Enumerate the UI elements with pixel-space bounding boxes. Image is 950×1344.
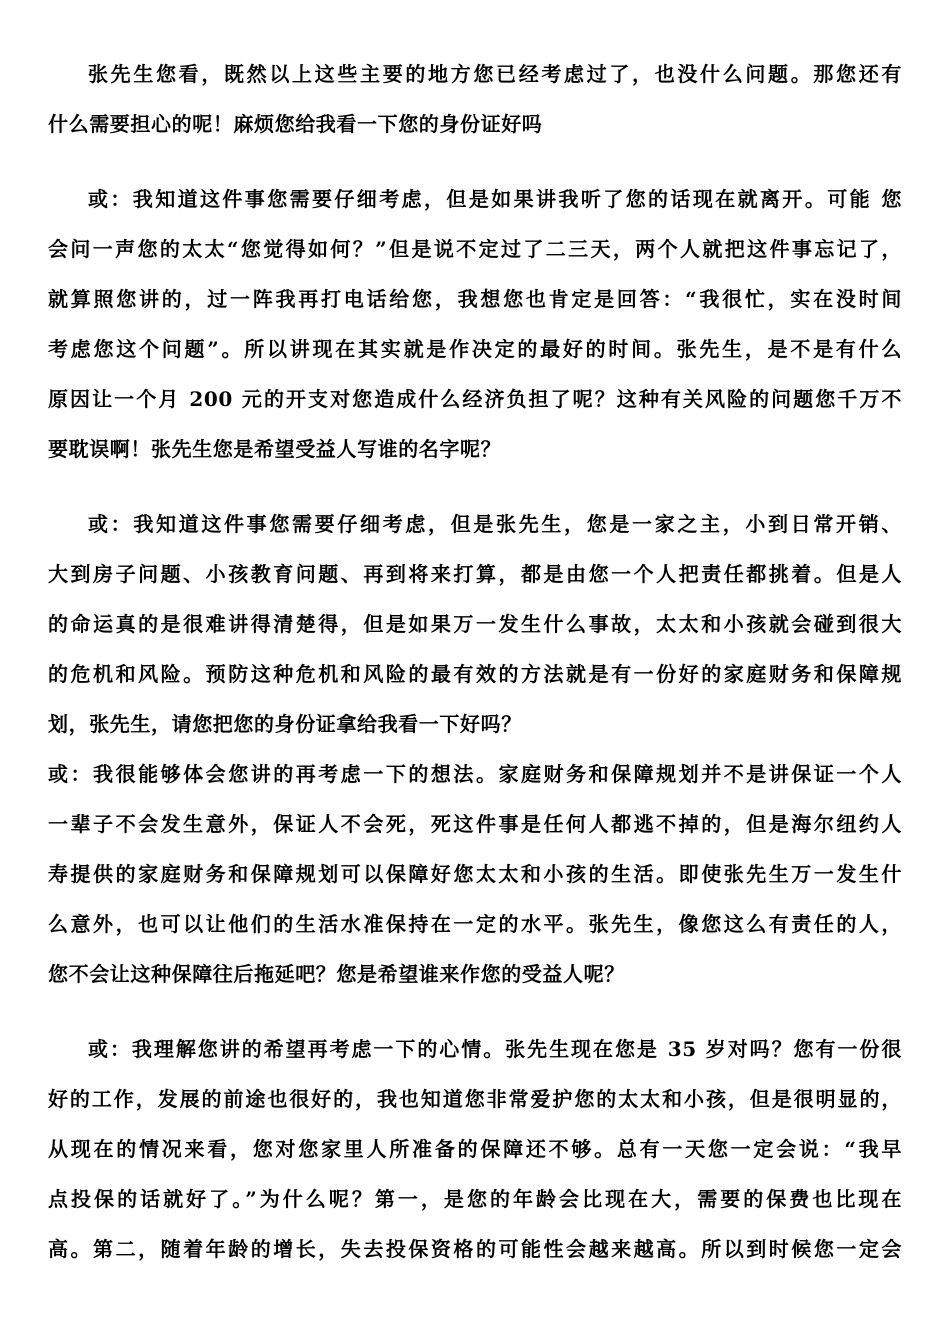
paragraph-3-line-1: 或：我知道这件事您需要仔细考虑，但是张先生，您是一家之主，小到日常开销、	[88, 512, 902, 536]
paragraph-4-line-3: 寿提供的家庭财务和保障规划可以保障好您太太和小孩的生活。即使张先生万一发生什	[48, 862, 902, 886]
paragraph-2-line-5: 原因让一个月 200 元的开支对您造成什么经济负担了呢？这种有关风险的问题您千万不	[48, 387, 902, 411]
paragraph-1-line-2: 什么需要担心的呢！麻烦您给我看一下您的身份证好吗	[48, 112, 543, 136]
paragraph-4-line-5: 您不会让这种保障往后拖延吧？您是希望谁来作您的受益人呢？	[48, 962, 625, 986]
paragraph-2-line-1: 或：我知道这件事您需要仔细考虑，但是如果讲我听了您的话现在就离开。可能 您	[88, 187, 902, 211]
paragraph-5-line-2: 好的工作，发展的前途也很好的，我也知道您非常爱护您的太太和小孩，但是很明显的，	[48, 1087, 902, 1111]
paragraph-5-line-3: 从现在的情况来看，您对您家里人所准备的保障还不够。总有一天您一定会说：“我早	[48, 1137, 902, 1161]
paragraph-2-line-2: 会问一声您的太太“您觉得如何？”但是说不定过了二三天，两个人就把这件事忘记了，	[48, 237, 902, 261]
paragraph-2-line-4: 考虑您这个问题”。所以讲现在其实就是作决定的最好的时间。张先生，是不是有什么	[48, 337, 902, 361]
paragraph-4-line-2: 一辈子不会发生意外，保证人不会死，死这件事是任何人都逃不掉的，但是海尔纽约人	[48, 812, 902, 836]
paragraph-4-line-1: 或：我很能够体会您讲的再考虑一下的想法。家庭财务和保障规划并不是讲保证一个人	[48, 762, 902, 786]
paragraph-1-line-1: 张先生您看，既然以上这些主要的地方您已经考虑过了，也没什么问题。那您还有	[88, 62, 902, 86]
paragraph-5-line-4: 点投保的话就好了。”为什么呢？第一，是您的年龄会比现在大，需要的保费也比现在	[48, 1187, 902, 1211]
paragraph-4-line-4: 么意外，也可以让他们的生活水准保持在一定的水平。张先生，像您这么有责任的人，	[48, 912, 902, 936]
paragraph-2-line-6: 要耽误啊！张先生您是希望受益人写谁的名字呢？	[48, 437, 502, 461]
paragraph-5-line-5: 高。第二，随着年龄的增长，失去投保资格的可能性会越来越高。所以到时候您一定会	[48, 1237, 902, 1261]
paragraph-3-line-4: 的危机和风险。预防这种危机和风险的最有效的方法就是有一份好的家庭财务和保障规	[48, 662, 902, 686]
paragraph-3-line-3: 的命运真的是很难讲得清楚得，但是如果万一发生什么事故，太太和小孩就会碰到很大	[48, 612, 902, 636]
paragraph-3-line-2: 大到房子问题、小孩教育问题、再到将来打算，都是由您一个人把责任都挑着。但是人	[48, 562, 902, 586]
paragraph-2-line-3: 就算照您讲的，过一阵我再打电话给您，我想您也肯定是回答：“我很忙，实在没时间	[48, 287, 902, 311]
paragraph-3-line-5: 划，张先生，请您把您的身份证拿给我看一下好吗？	[48, 712, 522, 736]
paragraph-5-line-1: 或：我理解您讲的希望再考虑一下的心情。张先生现在您是 35 岁对吗？您有一份很	[88, 1037, 902, 1061]
